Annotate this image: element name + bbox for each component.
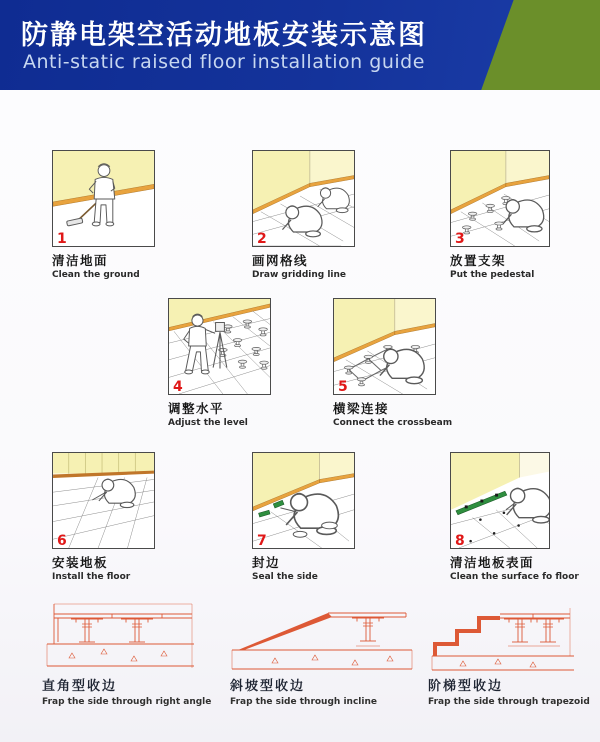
worker-connecting-crossbeams-scene: [334, 299, 435, 394]
step-caption-zh: 放置支架: [450, 253, 507, 268]
step-number: 6: [57, 533, 67, 549]
step-caption-en: Connect the crossbeam: [333, 418, 453, 429]
step-5-illustration: [333, 298, 436, 395]
workers-drawing-grid-scene: [253, 151, 354, 246]
edge-caption-en: Frap the side through right angle: [42, 696, 212, 707]
edge-caption-zh: 阶梯型收边: [428, 679, 504, 694]
edge-caption-en: Frap the side through incline: [230, 696, 377, 707]
step-number: 1: [57, 231, 67, 247]
step-2-illustration: [252, 150, 355, 247]
step-number: 3: [455, 231, 465, 247]
step-number: 8: [455, 533, 465, 549]
worker-mopping-scene: [53, 151, 154, 246]
step-caption-en: Adjust the level: [168, 418, 248, 429]
trapezoid-section-drawing: [428, 598, 578, 673]
worker-leveling-tripod-scene: [169, 299, 270, 394]
worker-installing-floor-scene: [53, 453, 154, 548]
step-3-panel: [450, 150, 570, 280]
step-2-panel: [252, 150, 372, 280]
step-caption-zh: 清洁地板表面: [450, 555, 535, 570]
step-8-panel: [450, 452, 579, 583]
step-number: 7: [257, 533, 267, 549]
page-title-zh: 防静电架空活动地板安装示意图: [21, 20, 427, 51]
edge-detail-trapezoid: [428, 598, 590, 707]
step-number: 2: [257, 231, 267, 247]
step-caption-en: Clean the ground: [52, 270, 140, 281]
step-5-panel: [333, 298, 453, 428]
step-number: 4: [173, 379, 183, 395]
step-caption-zh: 清洁地面: [52, 253, 109, 268]
edge-caption-zh: 斜坡型收边: [230, 679, 306, 694]
edge-caption-zh: 直角型收边: [42, 679, 118, 694]
step-caption-en: Install the floor: [52, 572, 131, 583]
step-caption-zh: 封边: [252, 555, 281, 570]
step-1-illustration: [52, 150, 155, 247]
incline-section-drawing: [230, 598, 415, 673]
edge-detail-right-angle: [42, 598, 211, 707]
step-number: 5: [338, 379, 348, 395]
step-6-illustration: [52, 452, 155, 549]
step-8-illustration: [450, 452, 550, 549]
page-header: [0, 0, 600, 90]
step-6-panel: [52, 452, 172, 582]
step-7-illustration: [252, 452, 355, 549]
step-caption-zh: 画网格线: [252, 253, 309, 268]
step-caption-zh: 调整水平: [168, 401, 225, 416]
step-caption-en: Put the pedestal: [450, 270, 535, 281]
step-caption-en: Seal the side: [252, 572, 318, 583]
worker-placing-pedestals-scene: [451, 151, 549, 246]
worker-sealing-edge-scene: [253, 453, 354, 548]
step-caption-en: Draw gridding line: [252, 270, 347, 281]
edge-detail-incline: [230, 598, 415, 707]
step-7-panel: [252, 452, 372, 582]
step-caption-en: Clean the surface fo floor: [450, 572, 579, 583]
edge-caption-en: Frap the side through trapezoid: [428, 696, 590, 707]
worker-cleaning-surface-scene: [451, 453, 549, 548]
step-caption-zh: 安装地板: [52, 555, 109, 570]
step-4-panel: [168, 298, 288, 428]
step-1-panel: [52, 150, 172, 280]
right-angle-section-drawing: [42, 598, 202, 673]
step-4-illustration: [168, 298, 271, 395]
step-3-illustration: [450, 150, 550, 247]
page-title-en: Anti-static raised floor installation guide: [23, 51, 425, 73]
step-caption-zh: 横梁连接: [333, 401, 390, 416]
